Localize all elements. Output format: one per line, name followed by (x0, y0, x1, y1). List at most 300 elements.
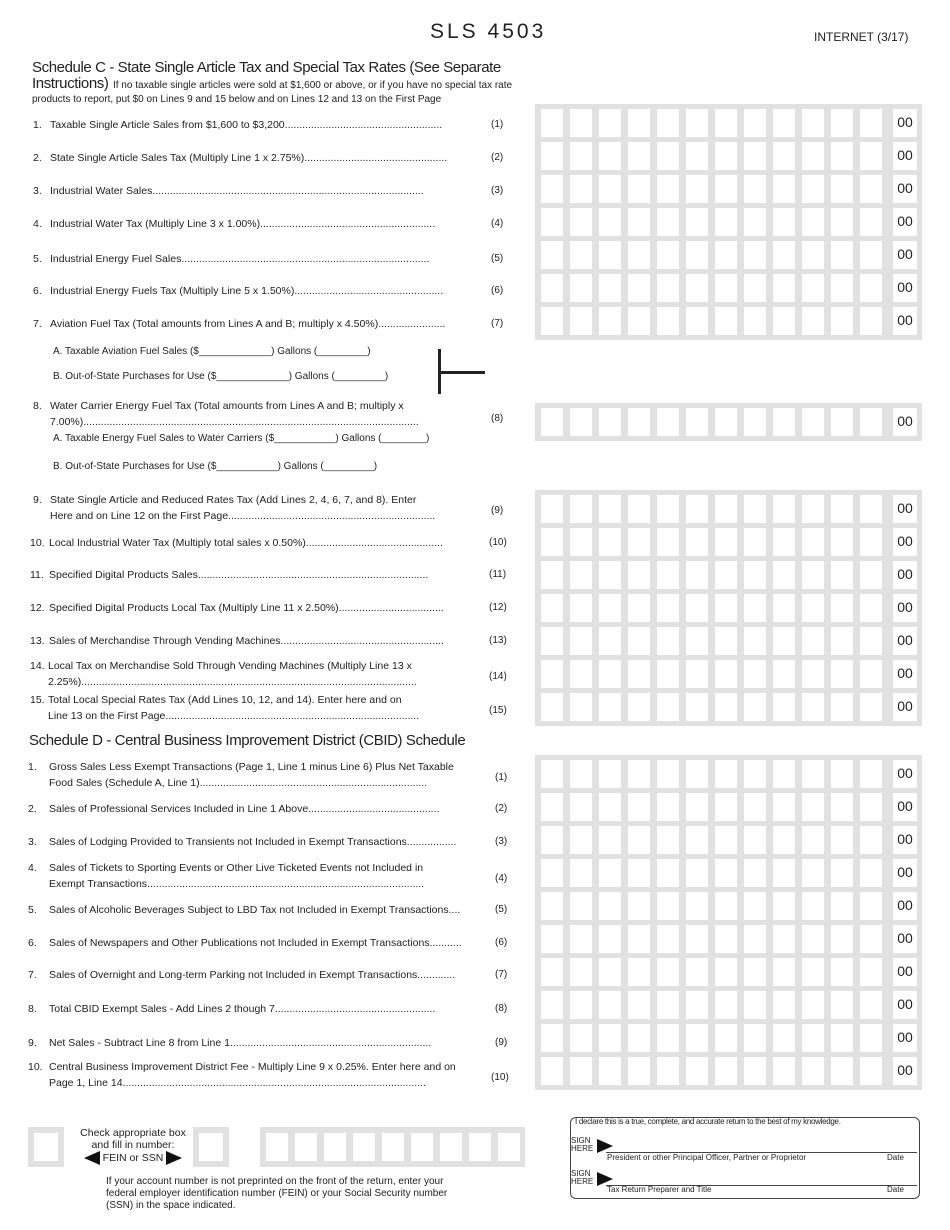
digit-box[interactable] (657, 892, 679, 920)
digit-box[interactable] (599, 241, 621, 269)
digit-box[interactable] (570, 925, 592, 953)
digit-box[interactable] (744, 925, 766, 953)
digit-box[interactable] (541, 528, 563, 556)
digit-box[interactable] (831, 859, 853, 887)
digit-box[interactable] (686, 495, 708, 523)
digit-box[interactable] (686, 925, 708, 953)
digit-box[interactable] (802, 892, 824, 920)
id-digit-box[interactable] (440, 1133, 462, 1161)
digit-box[interactable] (686, 208, 708, 236)
digit-box[interactable] (657, 925, 679, 953)
digit-box[interactable] (715, 627, 737, 655)
digit-box[interactable] (831, 274, 853, 302)
digit-box[interactable] (831, 142, 853, 170)
digit-box[interactable] (628, 925, 650, 953)
digit-box[interactable] (686, 241, 708, 269)
digit-box[interactable] (802, 826, 824, 854)
digit-box[interactable] (744, 793, 766, 821)
digit-box[interactable] (715, 175, 737, 203)
digit-box[interactable] (657, 175, 679, 203)
digit-box[interactable] (686, 142, 708, 170)
id-number-field[interactable] (260, 1127, 525, 1167)
digit-box[interactable] (628, 408, 650, 436)
digit-box[interactable] (628, 175, 650, 203)
digit-box[interactable] (599, 627, 621, 655)
id-digit-box[interactable] (353, 1133, 375, 1161)
digit-box[interactable] (657, 594, 679, 622)
digit-box[interactable] (831, 958, 853, 986)
digit-box[interactable] (715, 274, 737, 302)
digit-box[interactable] (773, 925, 795, 953)
digit-box[interactable] (773, 208, 795, 236)
digit-box[interactable] (831, 760, 853, 788)
digit-box[interactable] (744, 307, 766, 335)
digit-box[interactable] (744, 991, 766, 1019)
digit-box[interactable] (744, 859, 766, 887)
digit-box[interactable] (570, 561, 592, 589)
digit-box[interactable] (715, 594, 737, 622)
digit-box[interactable] (570, 660, 592, 688)
digit-box[interactable] (686, 408, 708, 436)
digit-box[interactable] (570, 1057, 592, 1085)
digit-box[interactable] (744, 892, 766, 920)
digit-box[interactable] (773, 627, 795, 655)
digit-box[interactable] (599, 307, 621, 335)
digit-box[interactable] (744, 561, 766, 589)
digit-box[interactable] (599, 208, 621, 236)
digit-box[interactable] (657, 859, 679, 887)
digit-box[interactable] (628, 627, 650, 655)
digit-box[interactable] (802, 760, 824, 788)
digit-box[interactable] (686, 1024, 708, 1052)
digit-box[interactable] (541, 1024, 563, 1052)
digit-box[interactable] (570, 142, 592, 170)
digit-box[interactable] (715, 109, 737, 137)
digit-box[interactable] (802, 109, 824, 137)
digit-box[interactable] (628, 274, 650, 302)
digit-box[interactable] (802, 859, 824, 887)
digit-box[interactable] (744, 958, 766, 986)
digit-box[interactable] (657, 660, 679, 688)
digit-box[interactable] (686, 859, 708, 887)
digit-box[interactable] (860, 826, 882, 854)
digit-box[interactable] (657, 793, 679, 821)
digit-box[interactable] (715, 859, 737, 887)
digit-box[interactable] (628, 1024, 650, 1052)
digit-box[interactable] (831, 241, 853, 269)
digit-box[interactable] (860, 307, 882, 335)
digit-box[interactable] (802, 594, 824, 622)
digit-box[interactable] (715, 495, 737, 523)
digit-box[interactable] (802, 528, 824, 556)
digit-box[interactable] (802, 175, 824, 203)
digit-box[interactable] (860, 1057, 882, 1085)
digit-box[interactable] (715, 307, 737, 335)
digit-box[interactable] (570, 693, 592, 721)
digit-box[interactable] (541, 760, 563, 788)
digit-box[interactable] (860, 528, 882, 556)
digit-box[interactable] (686, 528, 708, 556)
digit-box[interactable] (773, 408, 795, 436)
digit-box[interactable] (831, 109, 853, 137)
digit-box[interactable] (657, 495, 679, 523)
digit-box[interactable] (744, 627, 766, 655)
digit-box[interactable] (860, 274, 882, 302)
digit-box[interactable] (744, 826, 766, 854)
digit-box[interactable] (802, 1024, 824, 1052)
digit-box[interactable] (802, 991, 824, 1019)
digit-box[interactable] (744, 109, 766, 137)
digit-box[interactable] (657, 693, 679, 721)
digit-box[interactable] (628, 594, 650, 622)
digit-box[interactable] (773, 175, 795, 203)
digit-box[interactable] (744, 208, 766, 236)
digit-box[interactable] (657, 1057, 679, 1085)
digit-box[interactable] (744, 760, 766, 788)
digit-box[interactable] (831, 793, 853, 821)
digit-box[interactable] (715, 693, 737, 721)
digit-box[interactable] (599, 760, 621, 788)
digit-box[interactable] (628, 142, 650, 170)
digit-box[interactable] (860, 925, 882, 953)
digit-box[interactable] (715, 760, 737, 788)
digit-box[interactable] (686, 307, 708, 335)
digit-box[interactable] (570, 627, 592, 655)
digit-box[interactable] (541, 660, 563, 688)
digit-box[interactable] (541, 1057, 563, 1085)
digit-box[interactable] (628, 826, 650, 854)
digit-box[interactable] (628, 307, 650, 335)
digit-box[interactable] (628, 991, 650, 1019)
digit-box[interactable] (686, 627, 708, 655)
digit-box[interactable] (831, 826, 853, 854)
digit-box[interactable] (773, 109, 795, 137)
digit-box[interactable] (599, 142, 621, 170)
digit-box[interactable] (773, 241, 795, 269)
digit-box[interactable] (831, 408, 853, 436)
digit-box[interactable] (773, 528, 795, 556)
digit-box[interactable] (686, 109, 708, 137)
digit-box[interactable] (657, 528, 679, 556)
digit-box[interactable] (860, 693, 882, 721)
digit-box[interactable] (802, 958, 824, 986)
digit-box[interactable] (773, 1024, 795, 1052)
digit-box[interactable] (628, 693, 650, 721)
digit-box[interactable] (715, 561, 737, 589)
digit-box[interactable] (831, 175, 853, 203)
digit-box[interactable] (570, 528, 592, 556)
digit-box[interactable] (541, 925, 563, 953)
digit-box[interactable] (773, 307, 795, 335)
digit-box[interactable] (599, 660, 621, 688)
digit-box[interactable] (599, 175, 621, 203)
digit-box[interactable] (686, 760, 708, 788)
id-digit-box[interactable] (498, 1133, 520, 1161)
digit-box[interactable] (831, 495, 853, 523)
digit-box[interactable] (802, 693, 824, 721)
digit-box[interactable] (860, 991, 882, 1019)
digit-box[interactable] (744, 528, 766, 556)
digit-box[interactable] (686, 958, 708, 986)
digit-box[interactable] (802, 925, 824, 953)
digit-box[interactable] (860, 495, 882, 523)
digit-box[interactable] (599, 859, 621, 887)
digit-box[interactable] (715, 991, 737, 1019)
digit-box[interactable] (541, 274, 563, 302)
digit-box[interactable] (831, 528, 853, 556)
digit-box[interactable] (570, 594, 592, 622)
digit-box[interactable] (657, 561, 679, 589)
digit-box[interactable] (599, 495, 621, 523)
digit-box[interactable] (802, 241, 824, 269)
digit-box[interactable] (744, 175, 766, 203)
digit-box[interactable] (570, 408, 592, 436)
digit-box[interactable] (657, 1024, 679, 1052)
id-digit-box[interactable] (411, 1133, 433, 1161)
digit-box[interactable] (715, 826, 737, 854)
digit-box[interactable] (570, 760, 592, 788)
digit-box[interactable] (686, 826, 708, 854)
digit-box[interactable] (715, 958, 737, 986)
digit-box[interactable] (599, 958, 621, 986)
digit-box[interactable] (860, 1024, 882, 1052)
digit-box[interactable] (628, 208, 650, 236)
digit-box[interactable] (715, 408, 737, 436)
digit-box[interactable] (541, 859, 563, 887)
digit-box[interactable] (744, 241, 766, 269)
digit-box[interactable] (773, 859, 795, 887)
digit-box[interactable] (657, 760, 679, 788)
digit-box[interactable] (657, 991, 679, 1019)
digit-box[interactable] (773, 274, 795, 302)
digit-box[interactable] (860, 892, 882, 920)
digit-box[interactable] (802, 408, 824, 436)
digit-box[interactable] (744, 693, 766, 721)
digit-box[interactable] (860, 958, 882, 986)
digit-box[interactable] (628, 660, 650, 688)
digit-box[interactable] (657, 826, 679, 854)
digit-box[interactable] (599, 1057, 621, 1085)
digit-box[interactable] (628, 760, 650, 788)
digit-box[interactable] (628, 892, 650, 920)
digit-box[interactable] (599, 1024, 621, 1052)
digit-box[interactable] (599, 594, 621, 622)
digit-box[interactable] (773, 760, 795, 788)
digit-box[interactable] (831, 1024, 853, 1052)
digit-box[interactable] (715, 925, 737, 953)
digit-box[interactable] (686, 693, 708, 721)
digit-box[interactable] (773, 142, 795, 170)
digit-box[interactable] (831, 892, 853, 920)
digit-box[interactable] (541, 307, 563, 335)
digit-box[interactable] (657, 109, 679, 137)
digit-box[interactable] (802, 495, 824, 523)
digit-box[interactable] (570, 274, 592, 302)
digit-box[interactable] (686, 892, 708, 920)
digit-box[interactable] (744, 660, 766, 688)
digit-box[interactable] (599, 408, 621, 436)
digit-box[interactable] (541, 561, 563, 589)
digit-box[interactable] (831, 627, 853, 655)
digit-box[interactable] (860, 627, 882, 655)
digit-box[interactable] (686, 991, 708, 1019)
id-digit-box[interactable] (469, 1133, 491, 1161)
digit-box[interactable] (628, 109, 650, 137)
digit-box[interactable] (657, 241, 679, 269)
digit-box[interactable] (831, 991, 853, 1019)
digit-box[interactable] (831, 1057, 853, 1085)
digit-box[interactable] (773, 826, 795, 854)
digit-box[interactable] (628, 793, 650, 821)
digit-box[interactable] (686, 561, 708, 589)
digit-box[interactable] (570, 826, 592, 854)
digit-box[interactable] (599, 274, 621, 302)
digit-box[interactable] (570, 892, 592, 920)
id-digit-box[interactable] (266, 1133, 288, 1161)
digit-box[interactable] (744, 142, 766, 170)
digit-box[interactable] (802, 307, 824, 335)
digit-box[interactable] (860, 208, 882, 236)
digit-box[interactable] (860, 241, 882, 269)
digit-box[interactable] (773, 958, 795, 986)
digit-box[interactable] (860, 660, 882, 688)
digit-box[interactable] (599, 109, 621, 137)
digit-box[interactable] (744, 594, 766, 622)
digit-box[interactable] (628, 1057, 650, 1085)
digit-box[interactable] (860, 793, 882, 821)
digit-box[interactable] (541, 241, 563, 269)
digit-box[interactable] (831, 307, 853, 335)
digit-box[interactable] (715, 1057, 737, 1085)
digit-box[interactable] (715, 208, 737, 236)
digit-box[interactable] (541, 109, 563, 137)
digit-box[interactable] (773, 1057, 795, 1085)
digit-box[interactable] (541, 693, 563, 721)
digit-box[interactable] (802, 793, 824, 821)
digit-box[interactable] (715, 660, 737, 688)
digit-box[interactable] (599, 991, 621, 1019)
digit-box[interactable] (570, 241, 592, 269)
digit-box[interactable] (773, 594, 795, 622)
digit-box[interactable] (599, 693, 621, 721)
digit-box[interactable] (541, 958, 563, 986)
digit-box[interactable] (657, 627, 679, 655)
ssn-checkbox[interactable] (193, 1127, 229, 1167)
digit-box[interactable] (860, 408, 882, 436)
digit-box[interactable] (599, 793, 621, 821)
digit-box[interactable] (773, 561, 795, 589)
digit-box[interactable] (744, 495, 766, 523)
digit-box[interactable] (657, 307, 679, 335)
digit-box[interactable] (541, 408, 563, 436)
digit-box[interactable] (686, 594, 708, 622)
digit-box[interactable] (657, 274, 679, 302)
digit-box[interactable] (773, 793, 795, 821)
id-digit-box[interactable] (295, 1133, 317, 1161)
digit-box[interactable] (541, 793, 563, 821)
digit-box[interactable] (744, 1024, 766, 1052)
digit-box[interactable] (570, 307, 592, 335)
digit-box[interactable] (599, 826, 621, 854)
digit-box[interactable] (541, 495, 563, 523)
digit-box[interactable] (744, 1057, 766, 1085)
digit-box[interactable] (831, 594, 853, 622)
digit-box[interactable] (802, 627, 824, 655)
digit-box[interactable] (860, 175, 882, 203)
digit-box[interactable] (686, 1057, 708, 1085)
digit-box[interactable] (802, 274, 824, 302)
digit-box[interactable] (802, 561, 824, 589)
digit-box[interactable] (860, 142, 882, 170)
digit-box[interactable] (773, 892, 795, 920)
digit-box[interactable] (541, 892, 563, 920)
digit-box[interactable] (628, 495, 650, 523)
digit-box[interactable] (715, 892, 737, 920)
digit-box[interactable] (599, 892, 621, 920)
digit-box[interactable] (570, 208, 592, 236)
digit-box[interactable] (657, 142, 679, 170)
id-digit-box[interactable] (324, 1133, 346, 1161)
digit-box[interactable] (686, 274, 708, 302)
digit-box[interactable] (570, 109, 592, 137)
digit-box[interactable] (802, 1057, 824, 1085)
digit-box[interactable] (570, 793, 592, 821)
digit-box[interactable] (715, 142, 737, 170)
digit-box[interactable] (570, 1024, 592, 1052)
digit-box[interactable] (541, 826, 563, 854)
digit-box[interactable] (657, 208, 679, 236)
digit-box[interactable] (570, 495, 592, 523)
digit-box[interactable] (628, 561, 650, 589)
digit-box[interactable] (686, 175, 708, 203)
digit-box[interactable] (599, 528, 621, 556)
digit-box[interactable] (860, 859, 882, 887)
digit-box[interactable] (831, 925, 853, 953)
digit-box[interactable] (831, 660, 853, 688)
digit-box[interactable] (570, 859, 592, 887)
digit-box[interactable] (860, 561, 882, 589)
digit-box[interactable] (773, 693, 795, 721)
digit-box[interactable] (773, 991, 795, 1019)
digit-box[interactable] (744, 274, 766, 302)
digit-box[interactable] (744, 408, 766, 436)
digit-box[interactable] (773, 495, 795, 523)
digit-box[interactable] (541, 175, 563, 203)
digit-box[interactable] (599, 561, 621, 589)
digit-box[interactable] (570, 991, 592, 1019)
digit-box[interactable] (831, 208, 853, 236)
id-digit-box[interactable] (382, 1133, 404, 1161)
digit-box[interactable] (831, 561, 853, 589)
digit-box[interactable] (860, 760, 882, 788)
digit-box[interactable] (628, 859, 650, 887)
digit-box[interactable] (715, 1024, 737, 1052)
digit-box[interactable] (541, 208, 563, 236)
digit-box[interactable] (773, 660, 795, 688)
digit-box[interactable] (860, 109, 882, 137)
digit-box[interactable] (802, 142, 824, 170)
digit-box[interactable] (715, 528, 737, 556)
digit-box[interactable] (570, 958, 592, 986)
digit-box[interactable] (860, 594, 882, 622)
digit-box[interactable] (541, 594, 563, 622)
digit-box[interactable] (570, 175, 592, 203)
digit-box[interactable] (628, 241, 650, 269)
digit-box[interactable] (541, 991, 563, 1019)
digit-box[interactable] (541, 142, 563, 170)
digit-box[interactable] (715, 241, 737, 269)
digit-box[interactable] (802, 660, 824, 688)
